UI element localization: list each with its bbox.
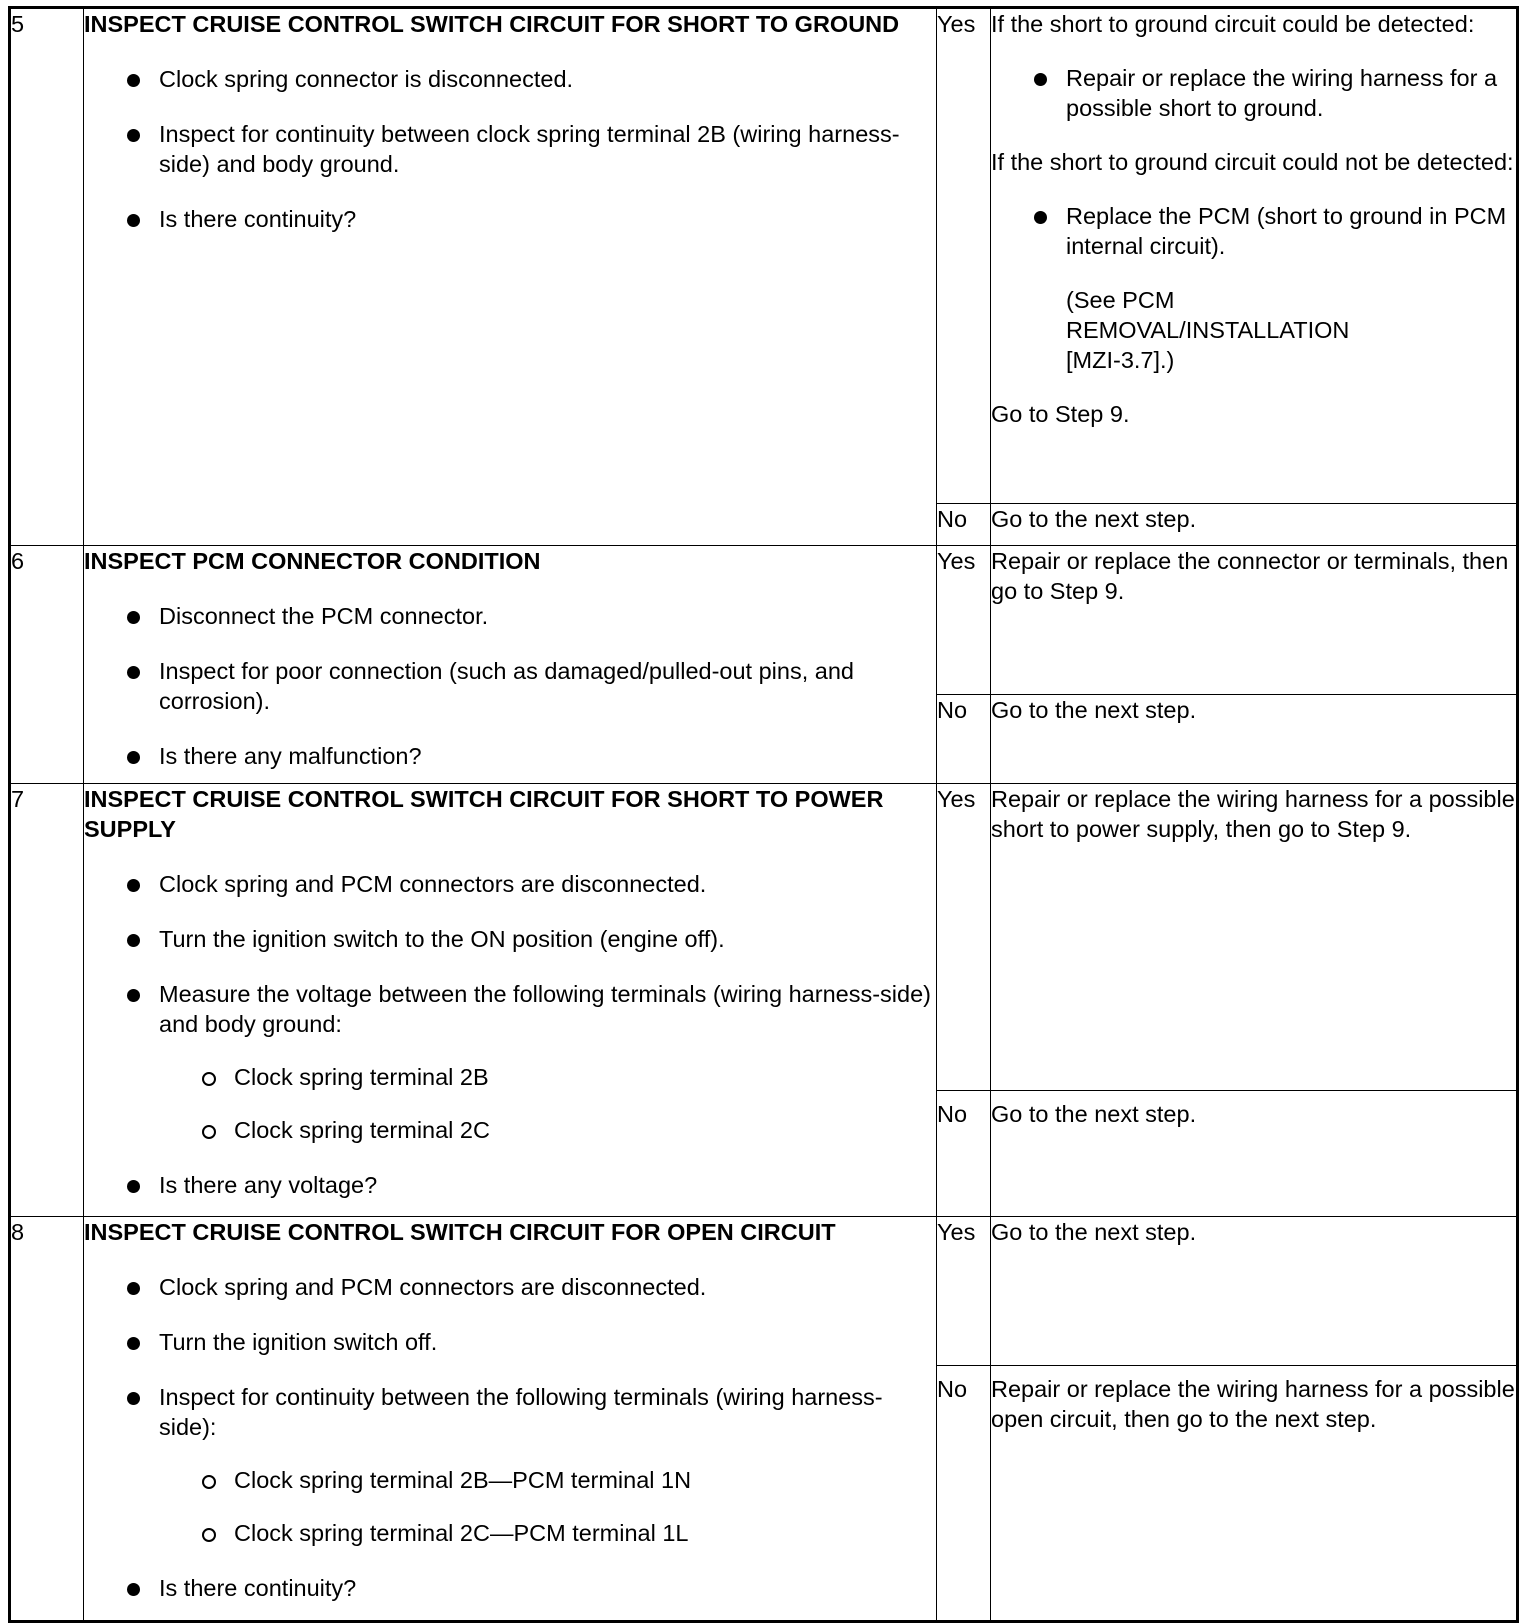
action-item: Clock spring connector is disconnected. (127, 64, 936, 94)
result-list (991, 201, 1516, 375)
action-list (84, 64, 936, 234)
table-row (10, 1217, 1518, 1366)
step-action-cell (84, 784, 937, 1217)
action-item: Is there any voltage? (127, 1170, 936, 1200)
no-result: Repair or replace the wiring harness for a possible open circuit, then go to the next step. (991, 1366, 1518, 1622)
sub-item: Clock spring terminal 2C (202, 1115, 936, 1145)
yes-result: Repair or replace the connector or terminals, then go to Step 9. (991, 546, 1518, 695)
action-item: Turn the ignition switch to the ON position (engine off). (127, 924, 936, 954)
yes-label: Yes (937, 1217, 991, 1366)
yes-label: Yes (937, 784, 991, 1091)
result-item: Repair or replace the wiring harness for a possible short to ground. (1034, 63, 1516, 123)
step-number: 5 (10, 8, 84, 546)
step-title: INSPECT CRUISE CONTROL SWITCH CIRCUIT FOR OPEN CIRCUIT (84, 1219, 836, 1245)
table-row (10, 546, 1518, 695)
reference-note: (See PCM REMOVAL/INSTALLATION [MZI-3.7].) (1066, 287, 1350, 373)
result-intro: If the short to ground circuit could be detected: (991, 11, 1475, 37)
no-label: No (937, 1366, 991, 1622)
action-item: Is there continuity? (127, 1573, 936, 1603)
no-result: Go to the next step. (991, 695, 1518, 784)
action-item: Inspect for poor connection (such as damaged/pulled-out pins, and corrosion). (127, 656, 936, 716)
sub-item: Clock spring terminal 2B (202, 1062, 936, 1092)
action-item: Disconnect the PCM connector. (127, 601, 936, 631)
step-action-cell (84, 8, 937, 546)
no-label: No (937, 695, 991, 784)
result-item (1034, 201, 1516, 375)
action-item: Is there continuity? (127, 204, 936, 234)
no-result: Go to the next step. (991, 504, 1518, 546)
step-title: INSPECT CRUISE CONTROL SWITCH CIRCUIT FOR SHORT TO GROUND (84, 11, 900, 37)
action-item: Inspect for continuity between the following terminals (wiring harness-side): (127, 1382, 936, 1442)
result-item-text: Replace the PCM (short to ground in PCM internal circuit). (1066, 203, 1507, 259)
goto-step: Go to Step 9. (991, 401, 1130, 427)
step-title: INSPECT CRUISE CONTROL SWITCH CIRCUIT FOR SHORT TO POWER SUPPLY (84, 786, 884, 842)
sub-item-list (84, 1062, 936, 1145)
yes-result-cell (991, 8, 1518, 504)
yes-result: Repair or replace the wiring harness for a possible short to power supply, then go to Step 9. (991, 784, 1518, 1091)
action-list (84, 1272, 936, 1442)
step-number: 6 (10, 546, 84, 784)
sub-item-list (84, 1465, 936, 1548)
action-list (84, 869, 936, 1039)
step-number: 8 (10, 1217, 84, 1622)
step-number: 7 (10, 784, 84, 1217)
action-item: Clock spring and PCM connectors are disconnected. (127, 1272, 936, 1302)
action-list (84, 1573, 936, 1603)
table-row (10, 784, 1518, 1091)
action-item: Clock spring and PCM connectors are disconnected. (127, 869, 936, 899)
no-label: No (937, 1091, 991, 1217)
action-item: Inspect for continuity between clock spring terminal 2B (wiring harness-side) and body ground. (127, 119, 936, 179)
step-action-cell (84, 546, 937, 784)
no-label: No (937, 504, 991, 546)
diagnostic-table (8, 6, 1519, 1623)
action-item: Measure the voltage between the following terminals (wiring harness-side) and body ground: (127, 979, 936, 1039)
action-list (84, 1170, 936, 1200)
yes-result: Go to the next step. (991, 1217, 1518, 1366)
table-row (10, 8, 1518, 504)
action-list (84, 601, 936, 771)
result-intro: If the short to ground circuit could not be detected: (991, 149, 1514, 175)
no-result: Go to the next step. (991, 1091, 1518, 1217)
action-item: Turn the ignition switch off. (127, 1327, 936, 1357)
diagnostic-procedure-sheet (8, 6, 1516, 1623)
action-item: Is there any malfunction? (127, 741, 936, 771)
sub-item: Clock spring terminal 2B—PCM terminal 1N (202, 1465, 936, 1495)
yes-label: Yes (937, 546, 991, 695)
step-action-cell (84, 1217, 937, 1622)
yes-label: Yes (937, 8, 991, 504)
sub-item: Clock spring terminal 2C—PCM terminal 1L (202, 1518, 936, 1548)
result-list (991, 63, 1516, 123)
step-title: INSPECT PCM CONNECTOR CONDITION (84, 548, 541, 574)
